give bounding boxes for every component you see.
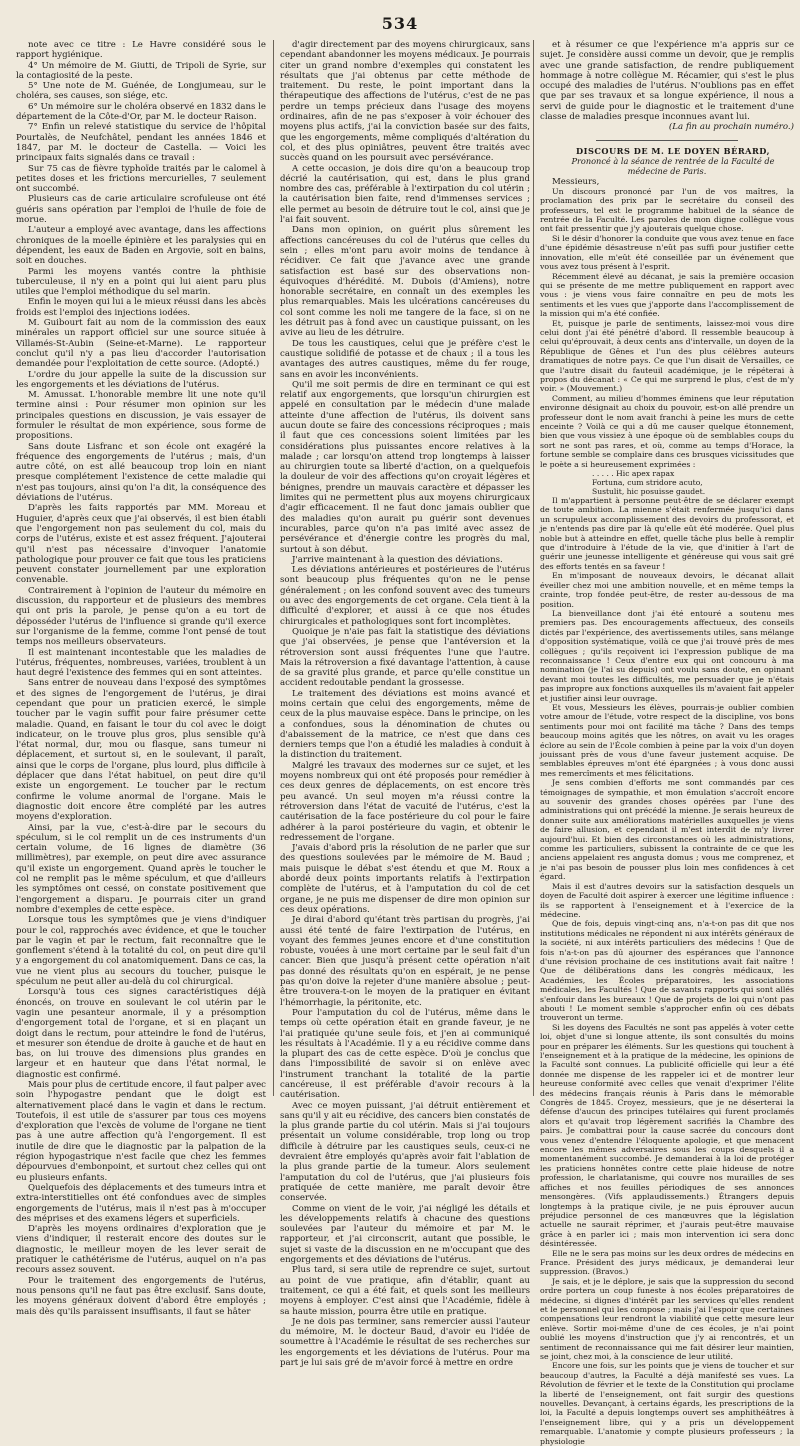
paragraph: Il est maintenant incontestable que les maladies de l'utérus, fréquentes, nombreuses, variées, troublent à un haut degré l'existence des femmes qui en sont atteintes. <box>16 647 266 679</box>
paragraph: J'arrive maintenant à la question des déviations. <box>292 554 503 565</box>
paragraph: Si le désir d'honorer la conduite que vous avez tenue en face d'une épidémie désastreuse n'eût pas suffi pour justifier cette innovation, elle m'eût été conseillée par un événement que vous avez tous présent à l'esprit. <box>540 233 794 272</box>
paragraph: Sans entrer de nouveau dans l'exposé des symptômes et des signes de l'engorgement de l'utérus, je dirai cependant que pour un praticien exercé, le simple toucher par le vagin suffit pour faire présumer cette maladie. Quand, en faisant le tour du col avec le doigt indicateur, on le trouve plus gros, plus sensible qu'à l'état normal, dur, mou ou flasque, sans tumeur ni déplacement, et surtout si, en le soulevant, il paraît, ainsi que le corps de l'organe, plus lourd, plus difficile à déplacer que dans l'état habituel, on peut dire qu'il existe un engorgement. Le toucher par le rectum confirme le volume anormal de l'organe. Mais le diagnostic doit encore être complété par les autres moyens d'exploration. <box>16 678 266 823</box>
page-number: 534 <box>381 14 419 33</box>
quote-line: . . . . . Hic apex rapax <box>592 469 675 479</box>
paragraph: En m'imposant de nouveaux devoirs, le décanat allait éveiller chez moi une ambition nouvelle, et en même temps la crainte, trop fondée peut-être, de rester au-dessous de ma position. <box>540 571 794 609</box>
paragraph: D'après les faits rapportés par MM. Moreau et Huguier, d'après ceux que j'ai observés, il est bien établi que l'engorgement non pas seulement du col, mais du corps de l'utérus, existe et est assez fréquent. J'ajouterai qu'il n'est pas nécessaire d'invoquer l'anatomie pathologique pour prouver ce fait que tous les praticiens peuvent constater journellement par une exploration convenable. <box>16 503 266 586</box>
paragraph: Quelquefois des déplacements et des tumeurs intra et extra-interstitielles ont été confondues avec de simples engorgements de l'utérus, mais il n'est pas à m'occuper des méprises et des examens légers et superficiels. <box>16 1182 266 1224</box>
paragraph: Ainsi, par la vue, c'est-à-dire par le secours du spéculum, si le col remplit un de ces instruments d'un certain volume, de 16 lignes de diamètre (36 millimètres), par exemple, on peut dire avec assurance qu'il existe un engorgement. Quand après le toucher le col ne remplit pas le même spéculum, et que d'ailleurs les symptômes ont cessé, on constate positivement que l'engorgement a disparu. Je pourrais citer un grand nombre d'exemples de cette espèce. <box>16 822 266 915</box>
paragraph: Lorsque tous les symptômes que je viens d'indiquer pour le col, rapprochés avec évidence, et que le toucher par le vagin et par le rectum, fait reconnaître que le gonflement s'étend à la totalité du col, on peut dire qu'il y a engorgement du col anatomiquement. Dans ce cas, la vue ne vient plus au secours du toucher, puisque le spéculum ne peut aller au-delà du col chirurgical. <box>16 915 266 988</box>
section-divider <box>596 140 738 141</box>
paragraph: Encore une fois, sur les points que je viens de toucher et sur beaucoup d'autres, la Faculté a déjà manifesté ses vues. La Révolution de février et le texte de la Constitution qui proclame la liberté de l'enseignement, ont fait surgir des questions nouvelles. Devançant, à certains égards, les prescriptions de la loi, la Faculté a depuis longtemps ouvert ses amphithéâtres à l'enseignement libre, qui y a pris un développement remarquable. L'anatomie y compte plusieurs professeurs ; la physiologie <box>540 1361 794 1446</box>
right-intro <box>540 40 794 122</box>
paragraph: Enfin le moyen qui lui a le mieux réussi dans les abcès froids est l'emploi des injections iodées. <box>16 297 266 318</box>
paragraph: Sans doute Lisfranc et son école ont exagéré la fréquence des engorgements de l'utérus ; mais, d'un autre côté, on est allé beaucoup trop loin en niant presque complétement l'existence de cette maladie qui n'est pas toujours, ainsi qu'on l'a dit, la conséquence des déviations de l'utérus. <box>16 441 266 504</box>
paragraph: Avec ce moyen puissant, j'ai détruit entièrement et sans qu'il y ait eu récidive, des cancers bien constatés de la plus grande partie du col utérin. Mais si j'ai toujours présentait un volume considérable, trop long ou trop difficile à détruire par les caustiques seuls, ceux-ci ne devraient être employés qu'après avoir fait l'ablation de la plus grande partie de la tumeur. Alors seulement l'amputation du col de l'utérus, que j'ai plusieurs fois pratiquée de cette manière, me paraît devoir être conservée. <box>280 1100 530 1204</box>
paragraph: Pour l'amputation du col de l'utérus, même dans le temps où cette opération était en grande faveur, je ne l'ai pratiquée qu'une seule fois, et j'en ai communiqué les résultats à l'Académie. Il y a eu récidive comme dans la plupart des cas de cette espèce. D'où je conclus que dans l'impossibilité de savoir si on enlève avec l'instrument tranchant la totalité de la partie cancéreuse, il est préférable d'avoir recours à la cautérisation. <box>280 1007 530 1101</box>
continuation-note: (La fin au prochain numéro.) <box>668 122 794 133</box>
paragraph: Un discours prononcé par l'un de vos maîtres, la proclamation des prix par le secrétaire du conseil des professeurs, tel est le programme habituel de la séance de rentrée de la Faculté. Les paroles de mon digne collègue vous ont fait pressentir que j'y ajouterais quelque chose. <box>540 186 794 234</box>
left-column <box>16 40 266 1317</box>
latin-quote <box>540 469 794 496</box>
paragraph: La bienveillance dont j'ai été entouré a soutenu mes premiers pas. Des encouragements affectueux, des conseils dictés par l'expérience, des avertissements utiles, sans mélange d'opposition systématique, voilà ce que j'ai trouvé près de mes collègues ; qu'ils reçoivent ici l'expression publique de ma reconnaissance ! Ceux d'entre eux qui ont concouru à ma nomination (je l'ai su depuis) ont voulu sans doute, en opinant devant moi toutes les difficultés, me persuader que je n'étais pas impropre aux fonctions auxquelles ils m'avaient fait appeler et justifier ainsi leur ouvrage. <box>540 608 794 703</box>
middle-column <box>280 40 530 1368</box>
paragraph: Qu'il me soit permis de dire en terminant ce qui est relatif aux engorgements, que lorsqu'un chirurgien est appelé en consultation par le médecin d'une malade atteinte d'une affection de l'utérus, ils doivent sans aucun doute se faire des concessions réciproques ; mais il faut que ces concessions soient limitées par les considérations plus puissantes encore relatives à la malade ; car lorsqu'on attend trop longtemps à laisser au chirurgien toute sa liberté d'action, on a quelquefois la douleur de voir des affections qu'on croyait légères et bénignes, prendre un mauvais caractère et dépasser les limites qui ne permettent plus aux moyens chirurgicaux d'agir efficacement. Il ne faut donc jamais oublier que des maladies qu'on aurait pu guérir sont devenues incurables, parce qu'on n'a pas imité avec assez de persévérance et d'énergie contre les progrès du mal, surtout à son début. <box>280 379 530 555</box>
speech-subheading: Prononcé à la séance de rentrée de la Faculté de médecine de Paris. <box>571 155 775 177</box>
paragraph: J'avais d'abord pris la résolution de ne parler que sur des questions soulevées par le mémoire de M. Baud ; mais puisque le débat s'est étendu et que M. Roux a abordé deux points importants relatifs à l'extirpation complète de l'utérus, et à l'amputation du col de cet organe, je ne puis me dispenser de dire mon opinion sur ces deux opérations. <box>280 843 530 915</box>
paragraph: Récemment élevé au décanat, je sais la première occasion qui se présente de me mettre publiquement en rapport avec vous : je viens vous faire connaître en peu de mots les sentiments et les vues que j'apporte dans l'accomplissement de la mission qui m'a été confiée. <box>540 271 794 319</box>
paragraph: Il m'appartient à personne peut-être de se déclarer exempt de toute ambition. La mienne s'était renfermée jusqu'ici dans un scrupuleux accomplissement des devoirs du professorat, et je n'entends pas dire par là qu'elle eût été modérée. Quel plus noble but à atteindre en effet, quelle tâche plus belle à remplir que d'introduire à l'étude de la vie, que d'initier à l'art de guérir une jeunesse intelligente et généreuse qui vous sait gré des efforts tentés en sa faveur ! <box>540 496 794 571</box>
paragraph: Et, puisque je parle de sentiments, laissez-moi vous dire celui dont j'ai été pénétré d'abord. Il ressemble beaucoup à celui qu'éprouvait, à deux cents ans d'intervalle, un doyen de la République de Gênes et l'un des plus célèbres auteurs dramatiques de notre pays. Ce que l'un disait de Versailles, ce que l'autre disait du fauteuil académique, je le répéterai à propos du décanat : « Ce qui me surprend le plus, c'est de m'y voir. » (Mouvement.) <box>540 318 794 394</box>
paragraph: 6° Un mémoire sur le choléra observé en 1832 dans le département de la Côte-d'Or, par M. le docteur Raison. <box>16 101 266 123</box>
speech-salutation: Messieurs, <box>552 176 600 187</box>
paragraph: 7° Enfin un relevé statistique du service de l'hôpital Pourtalès, de Neufchâtel, pendant les années 1846 et 1847, par M. le docteur de Castella. — Voici les principaux faits signalés dans ce travail : <box>16 122 266 164</box>
paragraph: et à résumer ce que l'expérience m'a appris sur ce sujet. Je considère aussi comme un devoir, que je remplis avec une grande satisfaction, de rendre publiquement hommage à notre collègue M. Récamier, qui s'est le plus occupé des maladies de l'utérus. N'oublions pas en effet que par ses travaux et sa longue expérience, il nous a servi de guide pour le diagnostic et le traitement d'une classe de maladies presque inconnues avant lui. <box>540 40 794 123</box>
speech-part-2 <box>540 496 794 1446</box>
paragraph: Les déviations antérieures et postérieures de l'utérus sont beaucoup plus fréquentes qu'on ne le pense généralement ; on les confond souvent avec des tumeurs ou avec des engorgements de cet organe. Cela tient à la difficulté d'explorer, et aussi à ce que nos études chirurgicales et pathologiques sont fort incomplètes. <box>280 565 530 627</box>
paragraph: Elle ne le sera pas moins sur les deux ordres de médecins en France. Président des jurys médicaux, je demanderai leur suppression. (Bravos.) <box>540 1248 794 1277</box>
paragraph: note avec ce titre : Le Havre considéré sous le rapport hygiénique. <box>16 40 266 61</box>
paragraph: Le traitement des déviations est moins avancé et moins certain que celui des engorgements, même de ceux de la plus mauvaise espèce. Dans le principe, on les a confondues, sous la dénomination de chutes ou d'abaissement de la matrice, ce n'est que dans ces derniers temps que l'on a étudié les maladies à conduit à la distinction du traitement. <box>280 688 530 761</box>
paragraph: Je sens combien d'efforts me sont commandés par ces témoignages de sympathie, et mon émulation s'accroît encore au souvenir des grandes choses opérées par l'une des administrations qui ont précédé la mienne. Je serais heureux de donner suite aux améliorations matérielles auxquelles je viens de faire allusion, et cependant il m'est interdit de m'y livrer aujourd'hui. Et bien des circonstances où les administrations, comme les particuliers, subissent la contrainte de ce que les anciens appelaient res angusta domus ; vous me comprenez, et je n'ai pas besoin de pousser plus loin mes confidences à cet égard. <box>540 778 794 882</box>
paragraph: d'agir directement par des moyens chirurgicaux, sans cependant abandonner les moyens médicaux. Je pourrais citer un grand nombre d'exemples qui constatent les résultats que j'ai obtenus par cette méthode de traitement. Du reste, le point important dans la thérapeutique des affections de l'utérus, c'est de ne pas perdre un temps précieux dans l'usage des moyens ordinaires, afin de ne pas s'exposer à voir échouer des moyens plus actifs, j'ai la conviction basée sur des faits, que les engorgements, même compliqués d'altération du col, et des plus opiniâtres, peuvent être traités avec succès quand on les poursuit avec persévérance. <box>280 40 530 164</box>
paragraph: Lorsqu'à tous ces signes caractéristiques déjà énoncés, on trouve en soulevant le col utérin par le vagin une pesanteur anormale, il y a présomption d'engorgement total de l'organe, et si en plaçant un doigt dans le rectum, pour atteindre le fond de l'utérus, et mesurer son étendue de droite à gauche et de haut en bas, on lui trouve des dimensions plus grandes en largeur et en hauteur que dans l'état normal, le diagnostic est confirmé. <box>16 987 266 1080</box>
paragraph: M. Guibourt fait au nom de la commission des eaux minérales un rapport officiel sur une source située à Villamés-St-Aubin (Seine-et-Marne). Le rapporteur conclut qu'il n'y a pas lieu d'accorder l'autorisation demandée pour l'exploitation de cette source. (Adopté.) <box>16 318 266 370</box>
paragraph: L'ordre du jour appelle la suite de la discussion sur les engorgements et les déviations de l'utérus. <box>16 369 266 390</box>
paragraph: De tous les caustiques, celui que je préfère c'est le caustique solidifié de potasse et de chaux ; il a tous les avantages des autres caustiques, même du fer rouge, sans en avoir les inconvénients. <box>280 338 530 380</box>
paragraph: Sur 75 cas de fièvre typhoïde traités par le calomel à petites doses et les frictions mercurielles, 7 seulement ont succombé. <box>16 163 266 195</box>
quote-line: Sustulit, hic posuisse gaudet. <box>592 487 706 497</box>
right-column <box>540 40 794 1446</box>
paragraph: Je dirai d'abord qu'étant très partisan du progrès, j'ai aussi été tenté de faire l'extirpation de l'utérus, en voyant des femmes jeunes encore et d'une constitution robuste, vouées à une mort certaine par le seul fait d'un cancer. Bien que jusqu'à présent cette opération n'ait pas donné des résultats qu'on en espérait, je ne pense pas qu'on doive la rejeter d'une manière absolue ; peut-être trouvera-t-on le moyen de la pratiquer en évitant l'hémorrhagie, la péritonite, etc. <box>280 915 530 1008</box>
paragraph: Et vous, Messieurs les élèves, pourrais-je oublier combien votre amour de l'étude, votre respect de la discipline, vos bons sentiments pour moi ont facilité ma tâche ? Dans des temps beaucoup moins agités que les nôtres, on avait vu les orages éclore au sein de l'École combien à peine par la voix d'un doyen jouissant près de vous d'une faveur justement acquise. De semblables épreuves m'ont été épargnées ; à vous donc aussi mes remercîments et mes félicitations. <box>540 702 794 778</box>
paragraph: Mais pour plus de certitude encore, il faut palper avec soin l'hypogastre pendant que le doigt est alternativement placé dans le vagin et dans le rectum. Toutefois, il est utile de s'assurer par tous ces moyens d'exploration que l'excès de volume de l'organe ne tient pas à une autre affection qu'à l'engorgement. Il est inutile de dire que le diagnostic par la palpation de la région hypogastrique n'est facile que chez les femmes dépourvues d'embonpoint, et surtout chez celles qui ont eu plusieurs enfants. <box>16 1079 266 1183</box>
paragraph: 4° Un mémoire de M. Giutti, de Tripoli de Syrie, sur la contagiosité de la peste. <box>16 60 266 81</box>
paragraph: Plusieurs cas de carie articulaire scrofuleuse ont été guéris sans opération par l'emploi de l'huile de foie de morue. <box>16 194 266 226</box>
paragraph: Si les doyens des Facultés ne sont pas appelés à voter cette loi, objet d'une si longue attente, ils sont consultés du moins pour en préparer les éléments. Sur les questions qui touchent à l'enseignement et à la pratique de la médecine, les opinions de la Faculté sont connues. La publicité officielle qui leur a été donnée me dispense de les rappeler ici et de montrer leur heureuse conformité avec celles que venait d'exprimer l'élite des médecins français réunis à Paris dans le mémorable Congrès de 1845. Croyez, messieurs, que je ne déserterai la défense d'aucun des principes tutélaires qui furent proclamés alors et qu'avait trop légèrement sacrifiés la Chambre des pairs. Je combattrai pour la cause sacrée du concours dont vous venez d'entendre l'éloquente apologie, et que menacent encore les mêmes adversaires sous les coups desquels il a momentanément succombé. Je demanderai à la loi de protéger les praticiens honnêtes contre cette plaie hideuse de notre profession, le charlatanisme, qui couvre nos murailles de ses affiches et nos feuilles périodiques de ses annonces mensongères. (Vifs applaudissements.) Étrangers depuis longtemps à la pratique civile, je ne puis éprouver aucun préjudice personnel de ces manœuvres que la législation actuelle ne saurait réprimer, et j'aurais peut-être mauvaise grâce à en parler ici ; mais mon intervention ici sera donc désintéressée. <box>540 1022 794 1249</box>
paragraph: Comment, au milieu d'hommes éminens que leur réputation environne désignait au choix du pouvoir, est-on allé prendre un professeur dont le nom avait franchi à peine les murs de cette enceinte ? Voilà ce qui a dû me causer quelque étonnement, bien que vous vissiez à une époque où de semblables coups du sort ne sont pas rares, et où, comme au temps d'Horace, la fortune semble se complaire dans ces brusques vicissitudes que le poète a si heureusement exprimées : <box>540 393 794 469</box>
paragraph: Mais il est d'autres devoirs sur la satisfaction desquels un doyen de Faculté doit aspirer à exercer une légitime influence : ils se rapportent à l'enseignement et à l'exercice de la médecine. <box>540 881 794 919</box>
paragraph: Je ne dois pas terminer, sans remercier aussi l'auteur du mémoire, M. le docteur Baud, d'avoir eu l'idée de soumettre à l'Académie le résultat de ses recherches sur les engorgements et les déviations de l'utérus. Pour ma part je lui sais gré de m'avoir forcé à mettre en ordre <box>280 1316 530 1368</box>
paragraph: Comme on vient de le voir, j'ai négligé les détails et les développements relatifs à chacune des questions soulevées par l'auteur du mémoire et par M. le rapporteur, et j'ai circonscrit, autant que possible, le sujet si vaste de la discussion en ne m'occupant que des engorgements et des déviations de l'utérus. <box>280 1203 530 1266</box>
paragraph: Plus tard, si sera utile de reprendre ce sujet, surtout au point de vue pratique, afin d'établir, quant au traitement, ce qui a été fait, et quels sont les meilleurs moyens à employer. C'est ainsi que l'Académie, fidèle à sa haute mission, pourra être utile en pratique. <box>280 1265 530 1317</box>
paragraph: Parmi les moyens vantés contre la phthisie tuberculeuse, il n'y en a point qui lui aient paru plus utiles que l'emploi méthodique du sel marin. <box>16 266 266 298</box>
paragraph: D'après les moyens ordinaires d'exploration que je viens d'indiquer, il resterait encore des doutes sur le diagnostic, le meilleur moyen de les lever serait de pratiquer le cathétérisme de l'utérus, auquel on n'a pas recours assez souvent. <box>16 1224 266 1276</box>
paragraph: Malgré les travaux des modernes sur ce sujet, et les moyens nombreux qui ont été proposés pour remédier à ces deux genres de déplacements, on est encore très peu avancé. Un seul moyen m'a réussi contre la rétroversion dans l'état de vacuité de l'utérus, c'est la cautérisation de la face postérieure du col pour le faire adhérer à la paroi postérieure du vagin, et obtenir le redressement de l'organe. <box>280 760 530 843</box>
speech-part-1 <box>540 187 794 469</box>
paragraph: L'auteur a employé avec avantage, dans les affections chroniques de la moelle épinière et les paralysies qui en dépendent, les eaux de Baden en Argovie, soit en bains, soit en douches. <box>16 225 266 267</box>
paragraph: Pour le traitement des engorgements de l'utérus, nous pensons qu'il ne faut pas être exclusif. Sans doute, les moyens généraux doivent d'abord être employés ; mais dès qu'ils paraissent insuffisants, il faut se hâter <box>16 1275 266 1317</box>
speech-heading: DISCOURS DE M. LE DOYEN BÉRARD, <box>576 145 770 156</box>
paragraph: Quoique je n'aie pas fait la statistique des déviations que j'ai observées, je pense que l'antéversion et la rétroversion sont aussi fréquentes l'une que l'autre. Mais la rétroversion a fixé davantage l'attention, à cause de sa gravité plus grande, et parce qu'elle constitue un accident redoutable pendant la grossesse. <box>280 626 530 689</box>
quote-line: Fortuna, cum stridore acuto, <box>592 478 703 488</box>
paragraph: Je sais, et je le déplore, je sais que la suppression du second ordre portera un coup funeste à nos écoles préparatoires de médecine, si dignes d'intérêt par les services qu'elles rendent et le personnel qui les compose ; mais j'ai l'espoir que certaines compensations leur rendront la viabilité que cette mesure leur enlève. Sortir moi-même d'une de ces écoles, je n'ai point oublié les moyens d'instruction que j'y ai rencontrés, et un sentiment de reconnaissance qui me fait désirer leur maintien, se joint, chez moi, à la conscience de leur utilité. <box>540 1276 794 1362</box>
paragraph: 5° Une note de M. Guénée, de Longjumeau, sur le choléra, ses causes, son siége, etc. <box>16 81 266 102</box>
paragraph: Contrairement à l'opinion de l'auteur du mémoire en discussion, du rapporteur et de plusieurs des membres qui ont pris la parole, je pense qu'on a eu tort de déposséder l'utérus de l'influence si grande qu'il exerce sur l'organisme de la femme, comme l'ont pensé de tout temps nos meilleurs observateurs. <box>16 585 266 648</box>
paragraph: A cette occasion, je dois dire qu'on a beaucoup trop décrié la cautérisation, qui est, dans le plus grand nombre des cas, préférable à l'extirpation du col utérin ; la cautérisation bien faite, rend d'immenses services ; elle permet au besoin de détruire tout le col, ainsi que je l'ai fait souvent. <box>280 163 530 226</box>
paragraph: M. Amussat. L'honorable membre lit une note qu'il termine ainsi : Pour résumer mon opinion sur les principales questions en discussion, je vais essayer de formuler le résultat de mon expérience, sous forme de propositions. <box>16 390 266 442</box>
paragraph: Que de fois, depuis vingt-cinq ans, n'a-t-on pas dit que nos institutions médicales ne répondent ni aux intérêts généraux de la société, ni aux intérêts particuliers des médecins ! Que de fois n'a-t-on pas dû ajourner des espérances que l'annonce d'une révision prochaine de ces institutions avait fait naître ! Que de délibérations dans les congrès médicaux, les Académies, les Écoles préparatoires, les associations médicales, les Facultés ! Que de savants rapports qui sont allés s'enfouir dans les bureaux ! Que de projets de loi qui n'ont pas abouti ! Le moment semble s'approcher enfin où ces débats trouveront un terme. <box>540 919 794 1023</box>
paragraph: Dans mon opinion, on guérit plus sûrement les affections cancéreuses du col de l'utérus que celles du sein ; elles m'ont paru avoir moins de tendance à récidiver. Ce fait que j'avance avec une grande satisfaction est basé sur des observations non-équivoques d'hérédité. M. Dubois (d'Amiens), notre honorable secrétaire, en connaît un des exemples les plus remarquables. Mais les ulcérations cancéreuses du col sont comme les noli me tangere de la face, si on ne les détruit pas à fond avec un caustique puissant, on les avive au lieu de les détruire. <box>280 225 530 339</box>
